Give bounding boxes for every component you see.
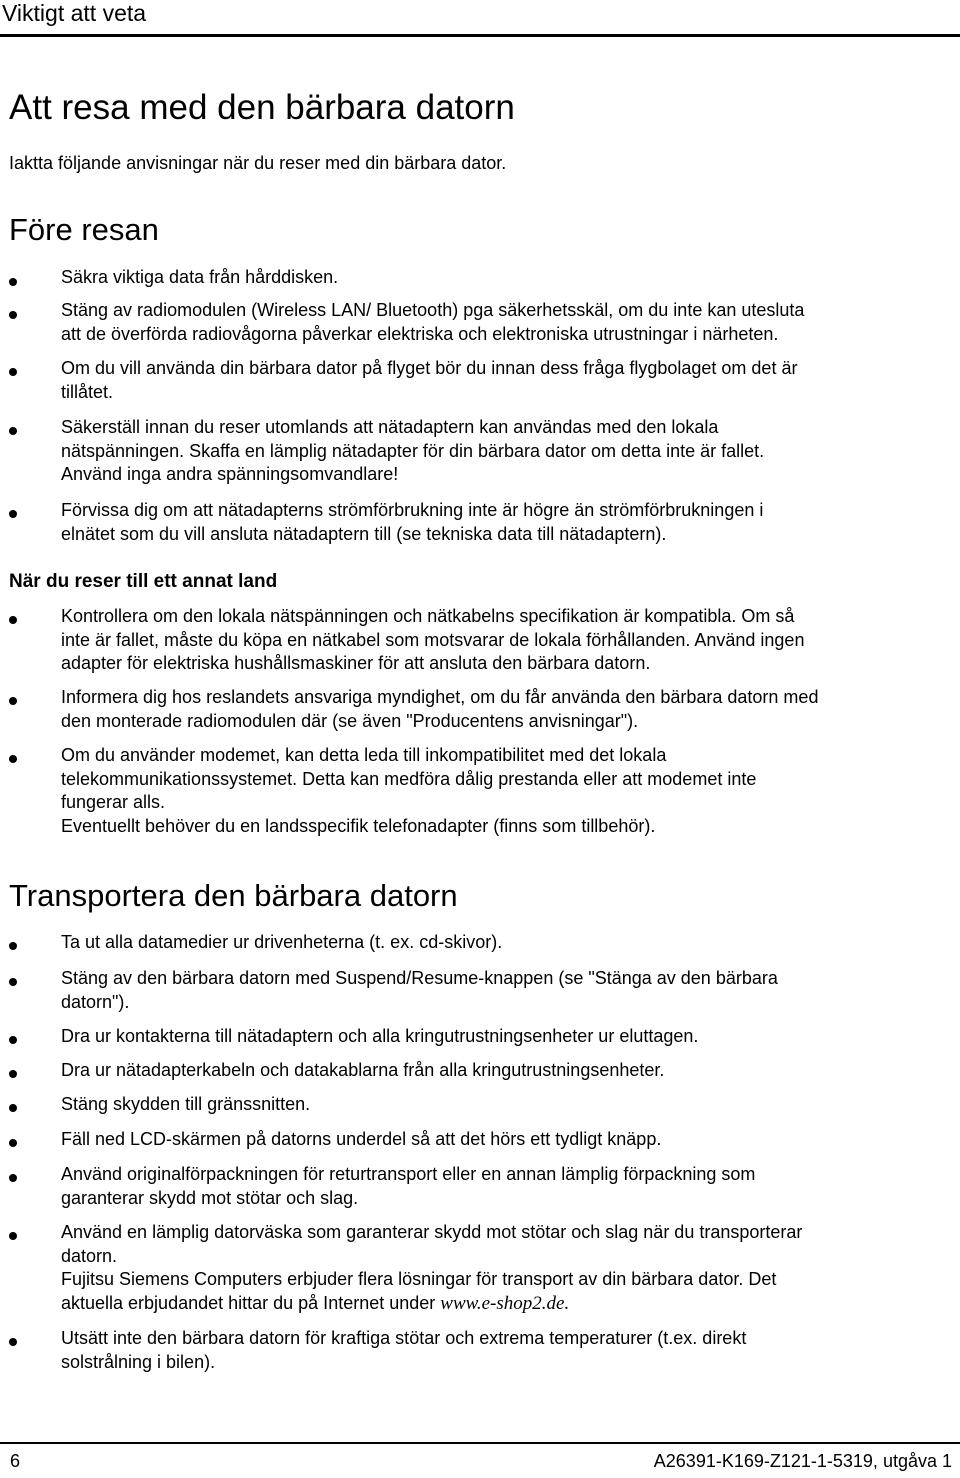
subsection-title-abroad: När du reser till ett annat land: [9, 571, 278, 592]
list-item: Kontrollera om den lokala nätspänningen och nätkabelns specifikation är kompatibla. Om så inte är fallet, måste du köpa en nätkabel som motsvarar de lokala förhållanden. Använd ingen adapter för elektriska hushållsmaskiner för att ansluta den bärbara datorn.: [61, 606, 805, 674]
page-number: 6: [10, 1451, 21, 1471]
page-header-title: Viktigt att veta: [2, 0, 147, 26]
bullet-icon: [9, 1070, 17, 1078]
list-item: Fäll ned LCD-skärmen på datorns underdel så att det hörs ett tydligt knäpp.: [61, 1129, 662, 1149]
section-title-transport: Transportera den bärbara datorn: [9, 878, 458, 913]
list-item: Dra ur nätadapterkabeln och datakablarna från alla kringutrustningsenheter.: [61, 1060, 665, 1080]
footer-divider: [0, 1442, 960, 1444]
bullet-icon: [9, 427, 17, 435]
list-item: Stäng av radiomodulen (Wireless LAN/ Bluetooth) pga säkerhetsskäl, om du inte kan utesluta att de överförda radiovågorna påverkar elektriska och elektroniska utrustningar i närheten.: [61, 300, 805, 344]
list-item: Utsätt inte den bärbara datorn för kraftiga stötar och extrema temperaturer (t.ex. direkt solstrålning i bilen).: [61, 1328, 747, 1372]
list-item: Säkra viktiga data från hårddisken.: [61, 267, 339, 287]
list-item: Förvissa dig om att nätadapterns strömförbrukning inte är högre än strömförbrukningen i elnätet som du vill ansluta nätadaptern till (se tekniska data till nätadaptern).: [61, 500, 764, 544]
subsection-title-before: Före resan: [9, 212, 159, 247]
list-item: Ta ut alla datamedier ur drivenheterna (t. ex. cd-skivor).: [61, 932, 503, 952]
bullet-icon: [9, 1139, 17, 1147]
list-item: Stäng av den bärbara datorn med Suspend/Resume-knappen (se "Stänga av den bärbara datorn").: [61, 968, 778, 1012]
bullet-icon: [9, 755, 17, 763]
bullet-icon: [9, 1036, 17, 1044]
bullet-icon: [9, 1232, 17, 1240]
header-divider: [0, 34, 960, 37]
bullet-icon: [9, 368, 17, 376]
bullet-icon: [9, 978, 17, 986]
list-item: Stäng skydden till gränssnitten.: [61, 1094, 311, 1114]
bullet-icon: [9, 942, 17, 950]
list-item: Använd en lämplig datorväska som garanterar skydd mot stötar och slag när du transporterar datorn. Fujitsu Siemens Computers erbjuder flera lösningar för transport av din bärbara dator. Det aktuella erbjudandet hittar du på Internet under www.e-shop2.de.: [61, 1221, 941, 1315]
bullet-icon: [9, 1104, 17, 1112]
bullet-icon: [9, 1174, 17, 1182]
intro-text: Iaktta följande anvisningar när du reser med din bärbara dator.: [9, 153, 507, 173]
bullet-icon: [9, 697, 17, 705]
bullet-icon: [9, 278, 17, 286]
bullet-icon: [9, 1338, 17, 1346]
list-item: Om du vill använda din bärbara dator på flyget bör du innan dess fråga flygbolaget om det är tillåtet.: [61, 358, 798, 402]
section-title-travel: Att resa med den bärbara datorn: [9, 88, 515, 127]
list-item: Informera dig hos reslandets ansvariga myndighet, om du får använda den bärbara datorn med den monterade radiomodulen där (se även "Producentens anvisningar").: [61, 687, 819, 731]
list-item: Använd originalförpackningen för returtransport eller en annan lämplig förpackning som garanterar skydd mot stötar och slag.: [61, 1164, 756, 1208]
list-item: Dra ur kontakterna till nätadaptern och alla kringutrustningsenheter ur eluttagen.: [61, 1026, 699, 1046]
offer-line: aktuella erbjudandet hittar du på Internet under www.e-shop2.de.: [61, 1292, 570, 1314]
shop-link[interactable]: www.e-shop2.de: [440, 1292, 565, 1314]
document-id: A26391-K169-Z121-1-5319, utgåva 1: [653, 1451, 952, 1471]
bullet-icon: [9, 311, 17, 319]
bullet-icon: [9, 616, 17, 624]
bullet-icon: [9, 510, 17, 518]
list-item: Om du använder modemet, kan detta leda till inkompatibilitet med det lokala telekommunikationssystemet. Detta kan medföra dålig prestanda eller att modemet inte fungerar alls. Eventuellt behöver du en landsspecifik telefonadapter (finns som tillbehör).: [61, 745, 757, 836]
list-item: Säkerställ innan du reser utomlands att nätadaptern kan användas med den lokala nätspänningen. Skaffa en lämplig nätadapter för din bärbara dator om detta inte är fallet. Använd inga andra spänningsomvandlare!: [61, 417, 765, 485]
